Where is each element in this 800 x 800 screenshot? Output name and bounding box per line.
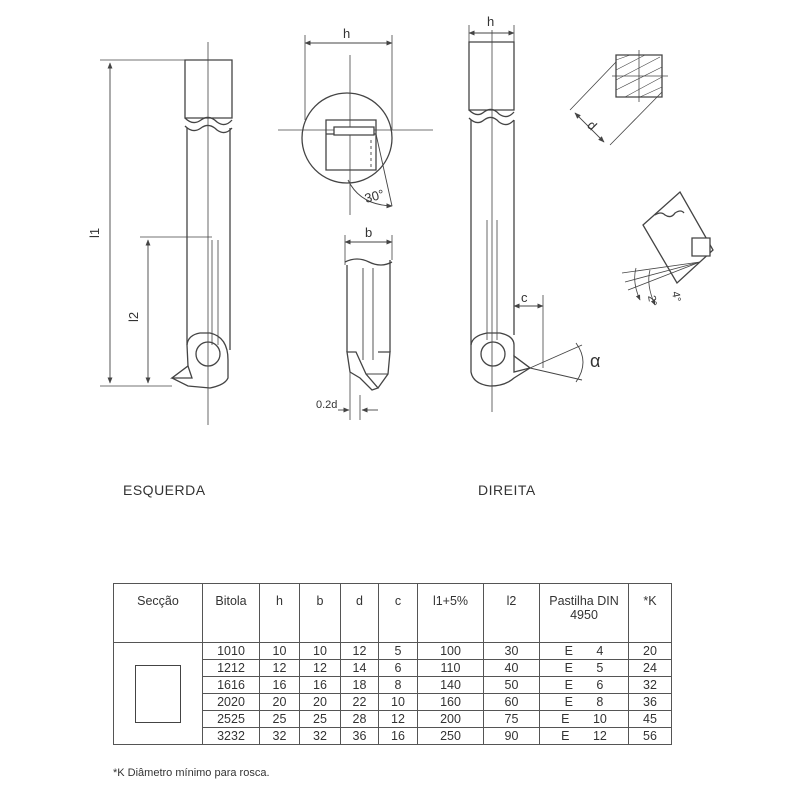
table-cell-d: 28 bbox=[341, 711, 379, 728]
alpha-arc bbox=[576, 343, 583, 382]
table-cell-l1: 100 bbox=[418, 643, 484, 660]
table-cell-pastilha: E 6 bbox=[540, 677, 629, 694]
table-cell-b: 10 bbox=[300, 643, 341, 660]
spec-table bbox=[113, 583, 672, 745]
table-cell-d: 22 bbox=[341, 694, 379, 711]
table-cell-bitola: 3232 bbox=[203, 728, 260, 745]
table-cell-b: 20 bbox=[300, 694, 341, 711]
table-cell-pastilha: E 8 bbox=[540, 694, 629, 711]
table-cell-bitola: 1616 bbox=[203, 677, 260, 694]
table-cell-c: 6 bbox=[379, 660, 418, 677]
table-cell-c: 10 bbox=[379, 694, 418, 711]
section-insert bbox=[334, 127, 374, 135]
table-cell-d: 14 bbox=[341, 660, 379, 677]
label-30-deg: 30° bbox=[362, 186, 386, 206]
table-cell-l1: 250 bbox=[418, 728, 484, 745]
header-bitola: Bitola bbox=[203, 584, 260, 643]
table-cell-b: 32 bbox=[300, 728, 341, 745]
table-cell-d: 36 bbox=[341, 728, 379, 745]
right-tool-view bbox=[469, 25, 583, 412]
label-02d: 0.2d bbox=[316, 399, 338, 411]
table-cell-l2: 90 bbox=[484, 728, 540, 745]
footnote: *K Diâmetro mínimo para rosca. bbox=[113, 767, 270, 779]
label-esquerda: ESQUERDA bbox=[123, 482, 206, 498]
table-cell-b: 16 bbox=[300, 677, 341, 694]
table-cell-l1: 110 bbox=[418, 660, 484, 677]
table-cell-pastilha: E 5 bbox=[540, 660, 629, 677]
table-cell-pastilha: E 12 bbox=[540, 728, 629, 745]
label-2-deg: 2° bbox=[645, 294, 659, 307]
table-cell-l1: 140 bbox=[418, 677, 484, 694]
table-cell-k: 32 bbox=[629, 677, 672, 694]
right-head bbox=[471, 333, 530, 386]
table-cell-l1: 160 bbox=[418, 694, 484, 711]
label-4-deg: 4° bbox=[669, 290, 683, 303]
table-cell-l2: 50 bbox=[484, 677, 540, 694]
table-cell-k: 24 bbox=[629, 660, 672, 677]
table-cell-bitola: 1212 bbox=[203, 660, 260, 677]
label-alpha: α bbox=[590, 351, 601, 371]
label-h-center: h bbox=[343, 26, 351, 41]
table-cell-h: 16 bbox=[260, 677, 300, 694]
table-cell-h: 20 bbox=[260, 694, 300, 711]
detail-angles bbox=[622, 192, 713, 305]
table-cell-l2: 40 bbox=[484, 660, 540, 677]
label-c: c bbox=[521, 290, 528, 305]
left-insert bbox=[172, 366, 192, 378]
right-shank bbox=[469, 42, 514, 110]
header-l1: l1+5% bbox=[418, 584, 484, 643]
table-cell-pastilha: E 10 bbox=[540, 711, 629, 728]
header-pastilha: Pastilha DIN 4950 bbox=[540, 584, 629, 643]
left-shank bbox=[185, 60, 232, 118]
alpha-line bbox=[530, 345, 582, 368]
table-cell-bitola: 2525 bbox=[203, 711, 260, 728]
table-cell-d: 18 bbox=[341, 677, 379, 694]
table-cell-l2: 30 bbox=[484, 643, 540, 660]
alpha-line bbox=[530, 368, 582, 380]
left-head bbox=[172, 333, 228, 388]
table-cell-k: 45 bbox=[629, 711, 672, 728]
label-h-right: h bbox=[487, 14, 495, 29]
table-cell-k: 36 bbox=[629, 694, 672, 711]
label-b: b bbox=[365, 225, 373, 240]
table-cell-pastilha: E 4 bbox=[540, 643, 629, 660]
table-cell-d: 12 bbox=[341, 643, 379, 660]
table-row bbox=[114, 643, 672, 660]
table-cell-c: 5 bbox=[379, 643, 418, 660]
table-cell-l2: 60 bbox=[484, 694, 540, 711]
header-seccao: Secção bbox=[114, 584, 203, 643]
table-header-row bbox=[114, 584, 672, 643]
section-view bbox=[278, 35, 433, 215]
header-b: b bbox=[300, 584, 341, 643]
table-cell-h: 25 bbox=[260, 711, 300, 728]
header-k: *K bbox=[629, 584, 672, 643]
table-cell-c: 8 bbox=[379, 677, 418, 694]
table-cell-b: 25 bbox=[300, 711, 341, 728]
side-break bbox=[345, 259, 392, 265]
table-cell-k: 56 bbox=[629, 728, 672, 745]
detail-d bbox=[570, 50, 668, 145]
table-cell-h: 10 bbox=[260, 643, 300, 660]
table-cell-l2: 75 bbox=[484, 711, 540, 728]
label-l2: l2 bbox=[126, 311, 141, 322]
table-cell-bitola: 1010 bbox=[203, 643, 260, 660]
left-break-line-2 bbox=[185, 125, 232, 132]
table-cell-c: 12 bbox=[379, 711, 418, 728]
header-d: d bbox=[341, 584, 379, 643]
table-cell-c: 16 bbox=[379, 728, 418, 745]
table-body bbox=[114, 643, 672, 745]
left-tool-view bbox=[100, 42, 232, 425]
table-cell-l1: 200 bbox=[418, 711, 484, 728]
header-c: c bbox=[379, 584, 418, 643]
header-h: h bbox=[260, 584, 300, 643]
section-cell bbox=[114, 643, 203, 745]
label-l1: l1 bbox=[87, 227, 102, 238]
header-l2: l2 bbox=[484, 584, 540, 643]
table-cell-bitola: 2020 bbox=[203, 694, 260, 711]
square-section-icon bbox=[135, 665, 181, 723]
label-d: d bbox=[584, 117, 600, 134]
table-cell-h: 32 bbox=[260, 728, 300, 745]
table-cell-h: 12 bbox=[260, 660, 300, 677]
side-view bbox=[338, 235, 392, 420]
label-direita: DIREITA bbox=[478, 482, 536, 498]
table-cell-k: 20 bbox=[629, 643, 672, 660]
right-head-arc bbox=[481, 342, 505, 366]
table-cell-b: 12 bbox=[300, 660, 341, 677]
